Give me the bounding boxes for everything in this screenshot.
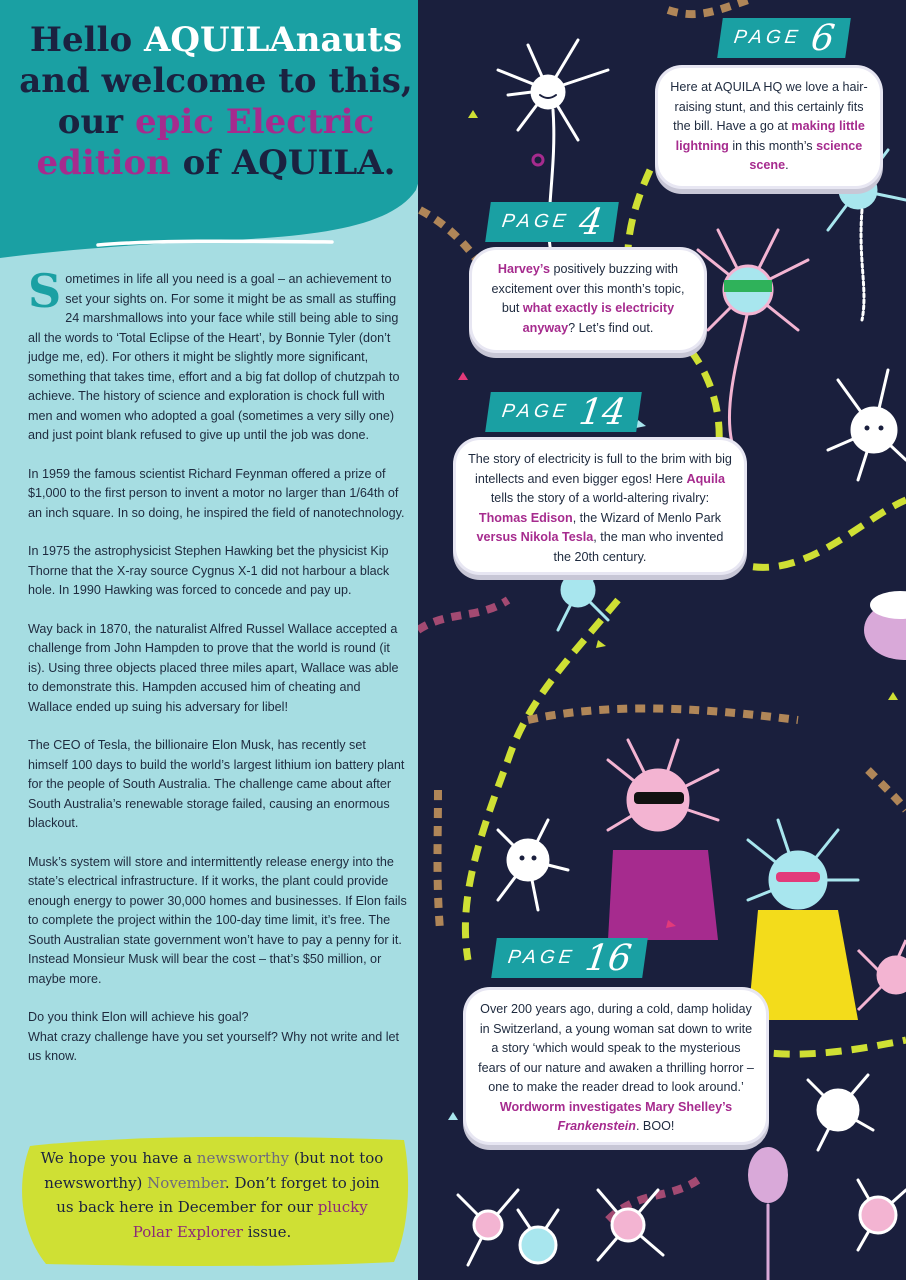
neuron-right-edge-pink — [858, 940, 906, 1010]
page-16-number: 16 — [582, 937, 635, 979]
header-underline-decoration — [96, 236, 336, 250]
header-title-part: epic Electric edition — [36, 102, 375, 183]
header-title — [14, 20, 418, 184]
neuron-sunglasses-pink — [608, 740, 718, 940]
page-16-bubble — [466, 990, 766, 1142]
page-6-bubble — [658, 68, 880, 186]
page-6-tab — [717, 18, 851, 58]
signoff-message-part: . Don’t forget to join us back here in December for our — [56, 1173, 380, 1216]
intro-article — [28, 264, 408, 1086]
neuron-yellow-coat — [748, 820, 858, 1020]
paragraph-musk-system: Musk’s system will store and intermittently release energy into the state’s electrical infrastructure. If it works, the plant could provide enough energy to power 30,000 homes and businesses. If Elon fails to complete the project within the 100-day time limit, it’s free. The South Australian state government won’t have to pay a penny for it. Instead Monsieur Musk will bear the cost – that’s $50 million, or maybe more. — [28, 854, 407, 986]
paragraph-musk: The CEO of Tesla, the billionaire Elon Musk, has recently set himself 100 days to build the world’s largest lithium ion battery plant for the people of South Australia. The challenge came about after South Australia’s renewable storage failed, causing an enormous blackout. — [28, 738, 405, 830]
neuron-harvey — [698, 230, 808, 460]
paragraph-closing — [28, 1008, 408, 1067]
header-title-part: of AQUILA. — [170, 143, 396, 183]
page-4-label: PAGE — [500, 211, 571, 232]
signoff-message-part: November — [147, 1173, 225, 1192]
page-14-text: The story of electricity is full to the brim with big intellects and even bigger egos! Here Aquila tells the story of a world-altering rivalry: Thomas Edison, the Wizard of Menlo Park versus Nikola Tesla, the man who invented the 20th century. — [468, 452, 732, 564]
header-title-part: Hello — [29, 20, 144, 60]
header-title-part: AQUILAnauts — [143, 20, 403, 60]
intro-first-paragraph-text: ometimes in life all you need is a goal – an achievement to set your sights on. For some it might be as small as stuffing 24 marshmallows into your face while still being able to sing all the words to ‘Total Eclipse of the Heart’, by Bonnie Tyler (don’t judge me, ed). For others it might be slightly more significant, something that takes time, effort and a big fat dollop of chutzpah to achieve. The history of science and exploration is chock full with men and women who adopted a goal (sometimes a very silly one) and just point blank refused to give up until the job was done. — [28, 272, 400, 442]
signoff-message-part: We hope you have a — [40, 1149, 197, 1167]
page-6-number: 6 — [808, 17, 838, 59]
intro-first-paragraph — [28, 264, 408, 446]
page-4-tab — [485, 202, 619, 242]
neuron-right-edge-purple — [864, 591, 906, 660]
page-6-label: PAGE — [732, 27, 803, 48]
page-14-bubble — [456, 440, 744, 572]
signoff-message-part: plucky Polar Explorer — [132, 1198, 368, 1241]
signoff-message-part: newsworthy — [196, 1149, 290, 1167]
closing-question: Do you think Elon will achieve his goal? — [28, 1010, 249, 1024]
neuron-mid-right — [828, 370, 906, 480]
drop-cap-letter: S — [28, 264, 62, 318]
page-4-text: Harvey’s positively buzzing with excitement over this month’s topic, but what exactly is electricity anyway? Let’s find out. — [491, 262, 685, 335]
page-16-label: PAGE — [506, 947, 577, 968]
page-4-number: 4 — [576, 201, 606, 243]
signoff-message-part: issue. — [242, 1222, 292, 1241]
paragraph-feynman: In 1959 the famous scientist Richard Feynman offered a prize of $1,000 to the first person to invent a motor no larger than 1/64th of an inch square. In so doing, he inspired the field of nanotechnology. — [28, 466, 405, 520]
page-6-text: Here at AQUILA HQ we love a hair-raising stunt, and this certainly fits the bill. Have a go at making little lightning in this month’s science scene. — [670, 80, 868, 172]
page-4-bubble — [472, 250, 704, 350]
page-14-label: PAGE — [500, 401, 571, 422]
closing-invitation: What crazy challenge have you set yourself? Why not write and let us know. — [28, 1029, 399, 1063]
page-16-tab — [491, 938, 648, 978]
neuron-white-left — [498, 820, 568, 910]
signoff-message-part: (but not too newsworthy) — [44, 1149, 384, 1192]
page-16-text: Over 200 years ago, during a cold, damp holiday in Switzerland, a young woman sat down to write a story ‘which would speak to the mysterious fears of our nature and awaken a thrilling horror – one to make the reader dread to look around.’ Wordworm investigates Mary Shelley’s Frankenstein. BOO! — [478, 1002, 754, 1133]
paragraph-wallace: Way back in 1870, the naturalist Alfred Russel Wallace accepted a challenge from John Hampden to prove that the world is round (it is). Using three objects placed three miles apart, Wallace was able to demonstrate this. Hampden accused him of cheating and Wallace ended up suing his adversary for libel! — [28, 621, 399, 714]
page-14-tab — [485, 392, 642, 432]
page-14-number: 14 — [576, 391, 629, 433]
paragraph-hawking: In 1975 the astrophysicist Stephen Hawking bet the physicist Kip Thorne that the X-ray source Cygnus X-1 did not harbour a black hole. In 1990 Hawking was forced to concede and pay up. — [28, 544, 390, 597]
header-title-part: and welcome to this, our — [19, 61, 413, 142]
signoff-message — [36, 1146, 388, 1244]
